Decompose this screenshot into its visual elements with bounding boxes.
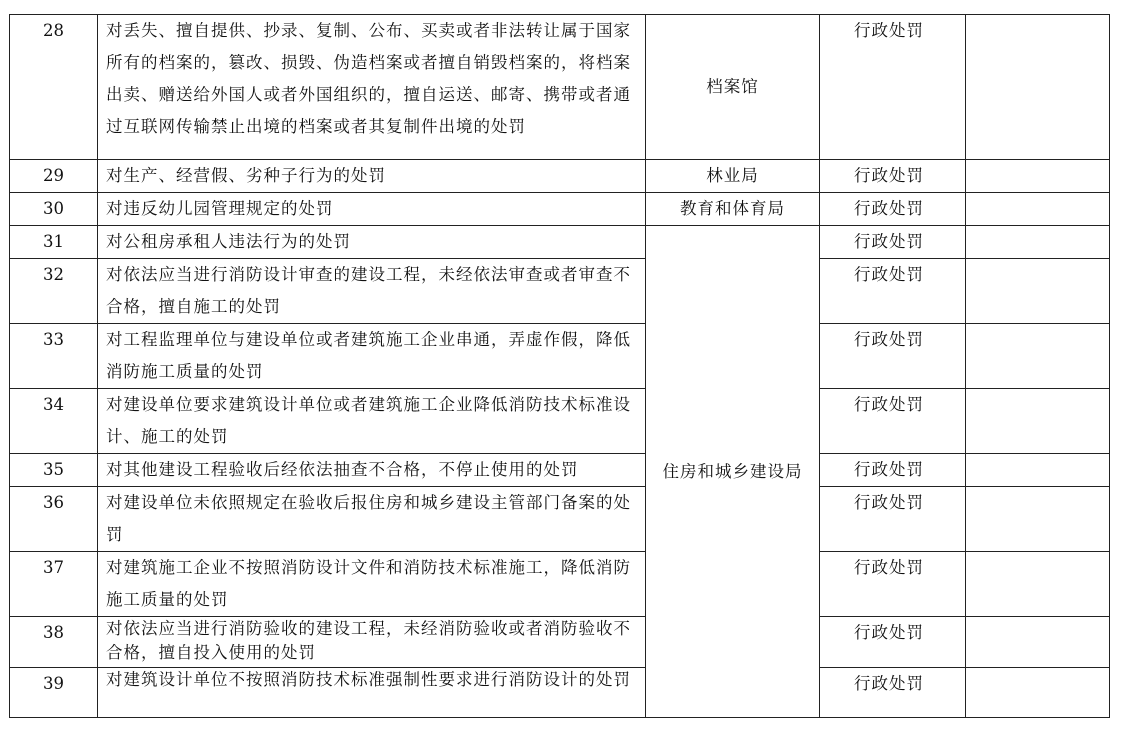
table-row bbox=[10, 617, 1110, 668]
table-row bbox=[10, 15, 1110, 160]
item-description: 对依法应当进行消防设计审查的建设工程，未经依法审查或者审查不合格，擅自施工的处罚 bbox=[98, 259, 646, 324]
remarks-cell bbox=[966, 454, 1110, 487]
document-table bbox=[9, 14, 1110, 718]
item-type: 行政处罚 bbox=[820, 454, 966, 487]
row-number: 39 bbox=[10, 668, 98, 718]
remarks-cell bbox=[966, 160, 1110, 193]
item-type: 行政处罚 bbox=[820, 617, 966, 668]
remarks-cell bbox=[966, 552, 1110, 617]
item-type: 行政处罚 bbox=[820, 226, 966, 259]
table-row bbox=[10, 259, 1110, 324]
item-type: 行政处罚 bbox=[820, 389, 966, 454]
remarks-cell bbox=[966, 324, 1110, 389]
item-type: 行政处罚 bbox=[820, 160, 966, 193]
table-row bbox=[10, 226, 1110, 259]
item-description: 对工程监理单位与建设单位或者建筑施工企业串通，弄虚作假，降低消防施工质量的处罚 bbox=[98, 324, 646, 389]
item-description: 对丢失、擅自提供、抄录、复制、公布、买卖或者非法转让属于国家所有的档案的，篡改、损毁、伪造档案或者擅自销毁档案的，将档案出卖、赠送给外国人或者外国组织的，擅自运送、邮寄、携带或者通过互联网传输禁止出境的档案或者其复制件出境的处罚 bbox=[98, 15, 646, 160]
row-number: 31 bbox=[10, 226, 98, 259]
table-row bbox=[10, 160, 1110, 193]
item-description: 对建设单位未依照规定在验收后报住房和城乡建设主管部门备案的处罚 bbox=[98, 487, 646, 552]
row-number: 34 bbox=[10, 389, 98, 454]
item-description: 对其他建设工程验收后经依法抽查不合格，不停止使用的处罚 bbox=[98, 454, 646, 487]
table-row bbox=[10, 487, 1110, 552]
remarks-cell bbox=[966, 259, 1110, 324]
item-type: 行政处罚 bbox=[820, 15, 966, 160]
department-archives: 档案馆 bbox=[646, 15, 820, 160]
item-type: 行政处罚 bbox=[820, 487, 966, 552]
item-description: 对公租房承租人违法行为的处罚 bbox=[98, 226, 646, 259]
row-number: 36 bbox=[10, 487, 98, 552]
item-type: 行政处罚 bbox=[820, 193, 966, 226]
item-type: 行政处罚 bbox=[820, 552, 966, 617]
item-description: 对建设单位要求建筑设计单位或者建筑施工企业降低消防技术标准设计、施工的处罚 bbox=[98, 389, 646, 454]
row-number: 28 bbox=[10, 15, 98, 160]
item-type: 行政处罚 bbox=[820, 259, 966, 324]
row-number: 38 bbox=[10, 617, 98, 668]
department-forestry: 林业局 bbox=[646, 160, 820, 193]
table-row bbox=[10, 324, 1110, 389]
table-row bbox=[10, 668, 1110, 718]
item-description: 对依法应当进行消防验收的建设工程，未经消防验收或者消防验收不合格，擅自投入使用的处罚 bbox=[98, 617, 646, 668]
department-education: 教育和体育局 bbox=[646, 193, 820, 226]
department-housing: 住房和城乡建设局 bbox=[646, 226, 820, 718]
row-number: 37 bbox=[10, 552, 98, 617]
table-row bbox=[10, 389, 1110, 454]
remarks-cell bbox=[966, 193, 1110, 226]
remarks-cell bbox=[966, 617, 1110, 668]
item-description: 对生产、经营假、劣种子行为的处罚 bbox=[98, 160, 646, 193]
item-description: 对建筑施工企业不按照消防设计文件和消防技术标准施工，降低消防施工质量的处罚 bbox=[98, 552, 646, 617]
row-number: 30 bbox=[10, 193, 98, 226]
row-number: 29 bbox=[10, 160, 98, 193]
row-number: 33 bbox=[10, 324, 98, 389]
table-row bbox=[10, 552, 1110, 617]
item-description: 对建筑设计单位不按照消防技术标准强制性要求进行消防设计的处罚 bbox=[98, 668, 646, 718]
item-type: 行政处罚 bbox=[820, 324, 966, 389]
remarks-cell bbox=[966, 389, 1110, 454]
item-type: 行政处罚 bbox=[820, 668, 966, 718]
row-number: 32 bbox=[10, 259, 98, 324]
remarks-cell bbox=[966, 668, 1110, 718]
row-number: 35 bbox=[10, 454, 98, 487]
remarks-cell bbox=[966, 487, 1110, 552]
remarks-cell bbox=[966, 226, 1110, 259]
item-description: 对违反幼儿园管理规定的处罚 bbox=[98, 193, 646, 226]
table-row bbox=[10, 193, 1110, 226]
table-row bbox=[10, 454, 1110, 487]
remarks-cell bbox=[966, 15, 1110, 160]
